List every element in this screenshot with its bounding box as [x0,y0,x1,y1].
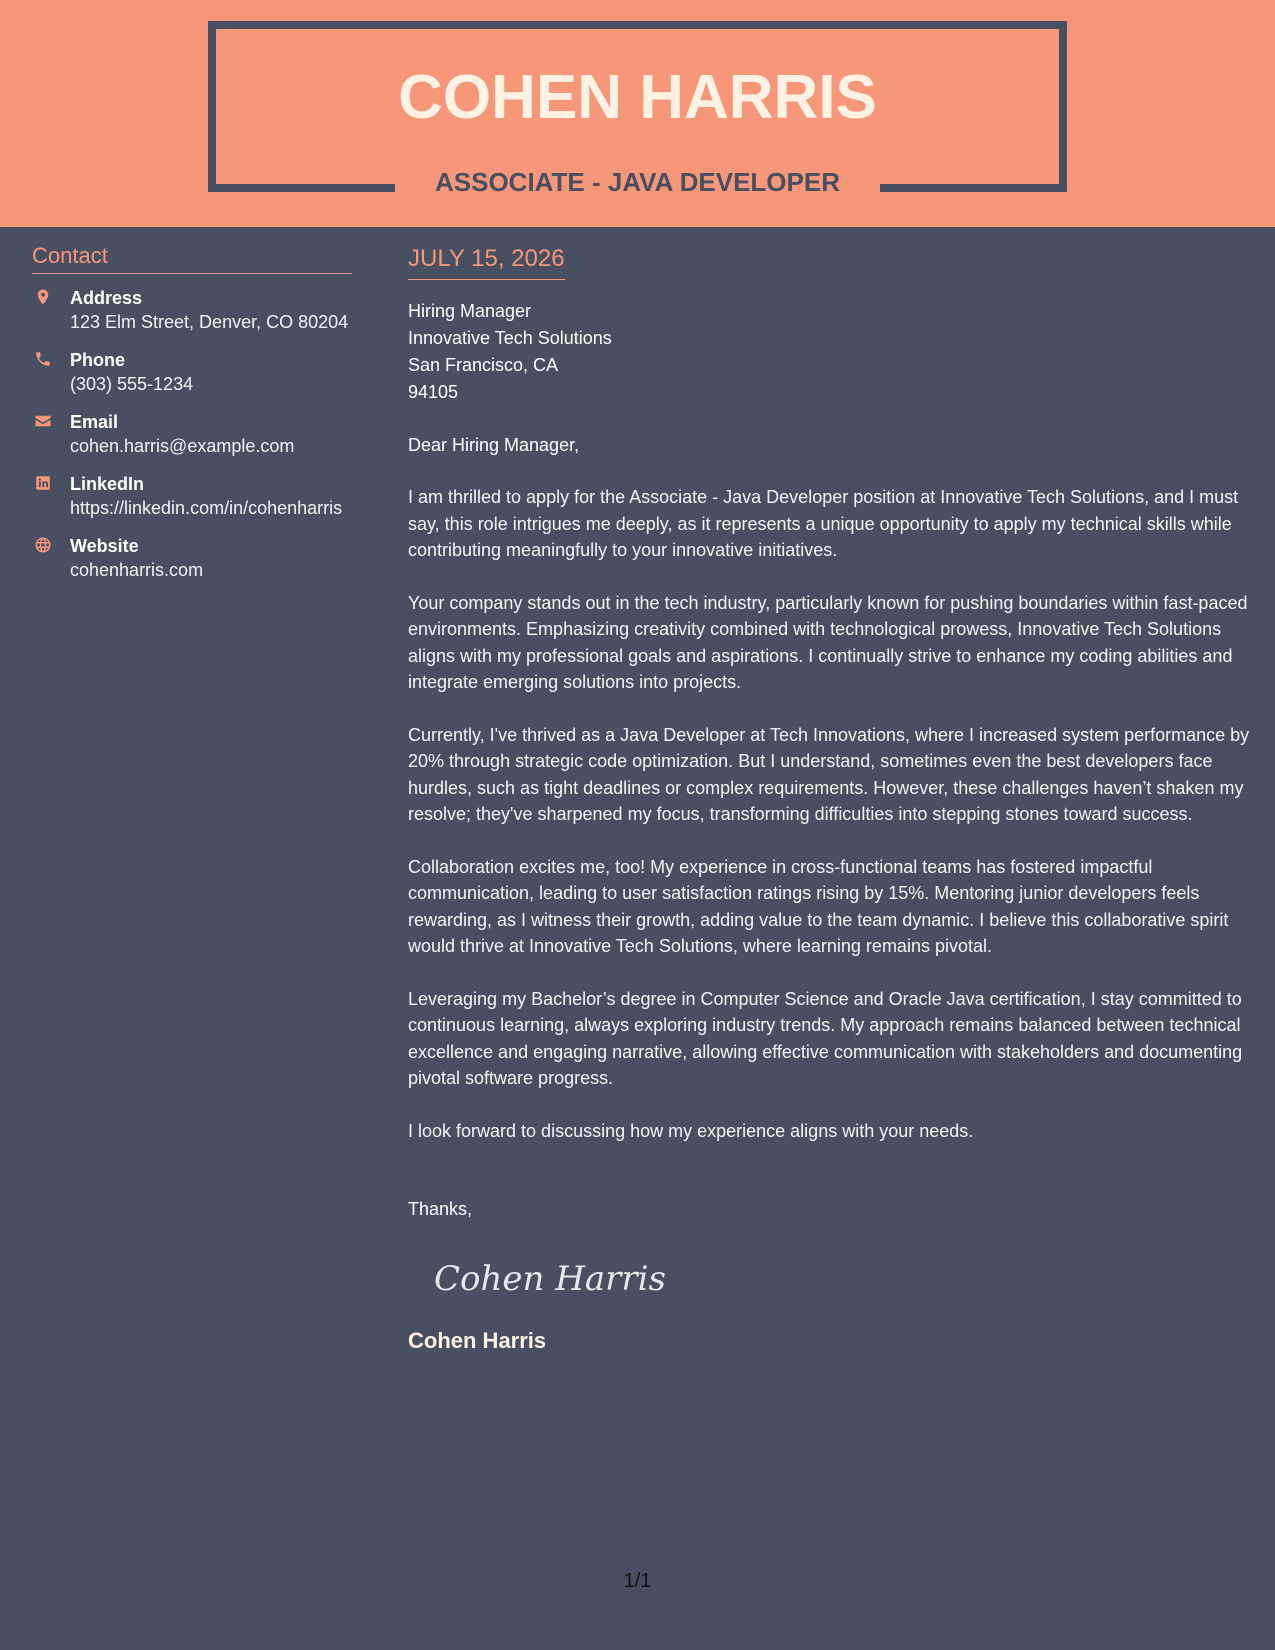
job-title: ASSOCIATE - JAVA DEVELOPER [435,167,840,197]
contact-label: Email [70,412,119,432]
contact-list [32,286,352,582]
website-link[interactable]: cohenharris.com [70,560,204,580]
contact-sidebar [32,243,352,596]
contact-label: Phone [70,350,126,370]
closing: Thanks, [408,1199,473,1219]
contact-heading: Contact [32,243,352,274]
globe-icon [32,534,70,582]
paragraph: I am thrilled to apply for the Associate - Java Developer position at Innovative Tech Solutions, and I must say, this role intrigues me deeply, as it represents a unique opportunity to apply my technical skills while contributing meaningfully to your innovative initiatives. [408,487,1239,560]
contact-item-website [32,534,352,582]
paragraph: Collaboration excites me, too! My experience in cross-functional teams has fostered impactful communication, leading to user satisfaction ratings rising by 15%. Mentoring junior developers feels rewarding, as I witness their growth, adding value to the team dynamic. I believe this collaborative spirit would thrive at Innovative Tech Solutions, where learning remains pivotal. [408,856,1229,956]
signer-name: Cohen Harris [408,1328,547,1353]
contact-item-phone [32,348,352,396]
linkedin-icon [32,472,70,520]
contact-item-address [32,286,352,334]
header-banner [0,0,1275,227]
envelope-icon [32,410,70,458]
salutation: Dear Hiring Manager, [408,435,580,455]
paragraph: Your company stands out in the tech industry, particularly known for pushing boundaries within fast-paced environments. Emphasizing creativity combined with technological prowess, Innovative Tech Solutions aligns with my professional goals and aspirations. I continually strive to enhance my coding abilities and integrate emerging solutions into projects. [408,592,1248,692]
letter-body [408,243,1253,1354]
header-frame-bottom-left [208,184,395,192]
linkedin-link[interactable]: https://linkedin.com/in/cohenharris [70,498,343,518]
recipient-block [408,298,1253,406]
contact-item-email [32,410,352,458]
paragraph: Leveraging my Bachelor’s degree in Computer Science and Oracle Java certification, I stay committed to continuous learning, always exploring industry trends. My approach remains balanced between technical excellence and engaging narrative, allowing effective communication with stakeholders and documenting pivotal software progress. [408,988,1243,1088]
contact-label: Address [70,288,143,308]
applicant-name: COHEN HARRIS [398,63,877,132]
address-value: 123 Elm Street, Denver, CO 80204 [70,312,349,332]
header-frame-bottom-right [880,184,1067,192]
letter-date: JULY 15, 2026 [408,243,565,280]
map-pin-icon [32,286,70,334]
recipient-line: San Francisco, CA [408,355,559,375]
contact-label: Website [70,536,139,556]
recipient-line: Innovative Tech Solutions [408,328,612,348]
recipient-line: 94105 [408,382,459,402]
phone-value[interactable]: (303) 555-1234 [70,374,194,394]
paragraph: I look forward to discussing how my experience aligns with your needs. [408,1120,974,1141]
recipient-line: Hiring Manager [408,301,532,321]
contact-item-linkedin [32,472,352,520]
page-number: 1/1 [623,1570,652,1592]
signature-text: Cohen Harris [434,1259,666,1299]
paragraph: Currently, I've thrived as a Java Developer at Tech Innovations, where I increased system performance by 20% through strategic code optimization. But I understand, sometimes even the best developers face hurdles, such as tight deadlines or complex requirements. However, these challenges haven’t shaken my resolve; they've sharpened my focus, transforming difficulties into stepping stones toward success. [408,724,1250,824]
signature-image [432,1250,672,1306]
email-link[interactable]: cohen.harris@example.com [70,436,295,456]
phone-icon [32,348,70,396]
contact-label: LinkedIn [70,474,145,494]
